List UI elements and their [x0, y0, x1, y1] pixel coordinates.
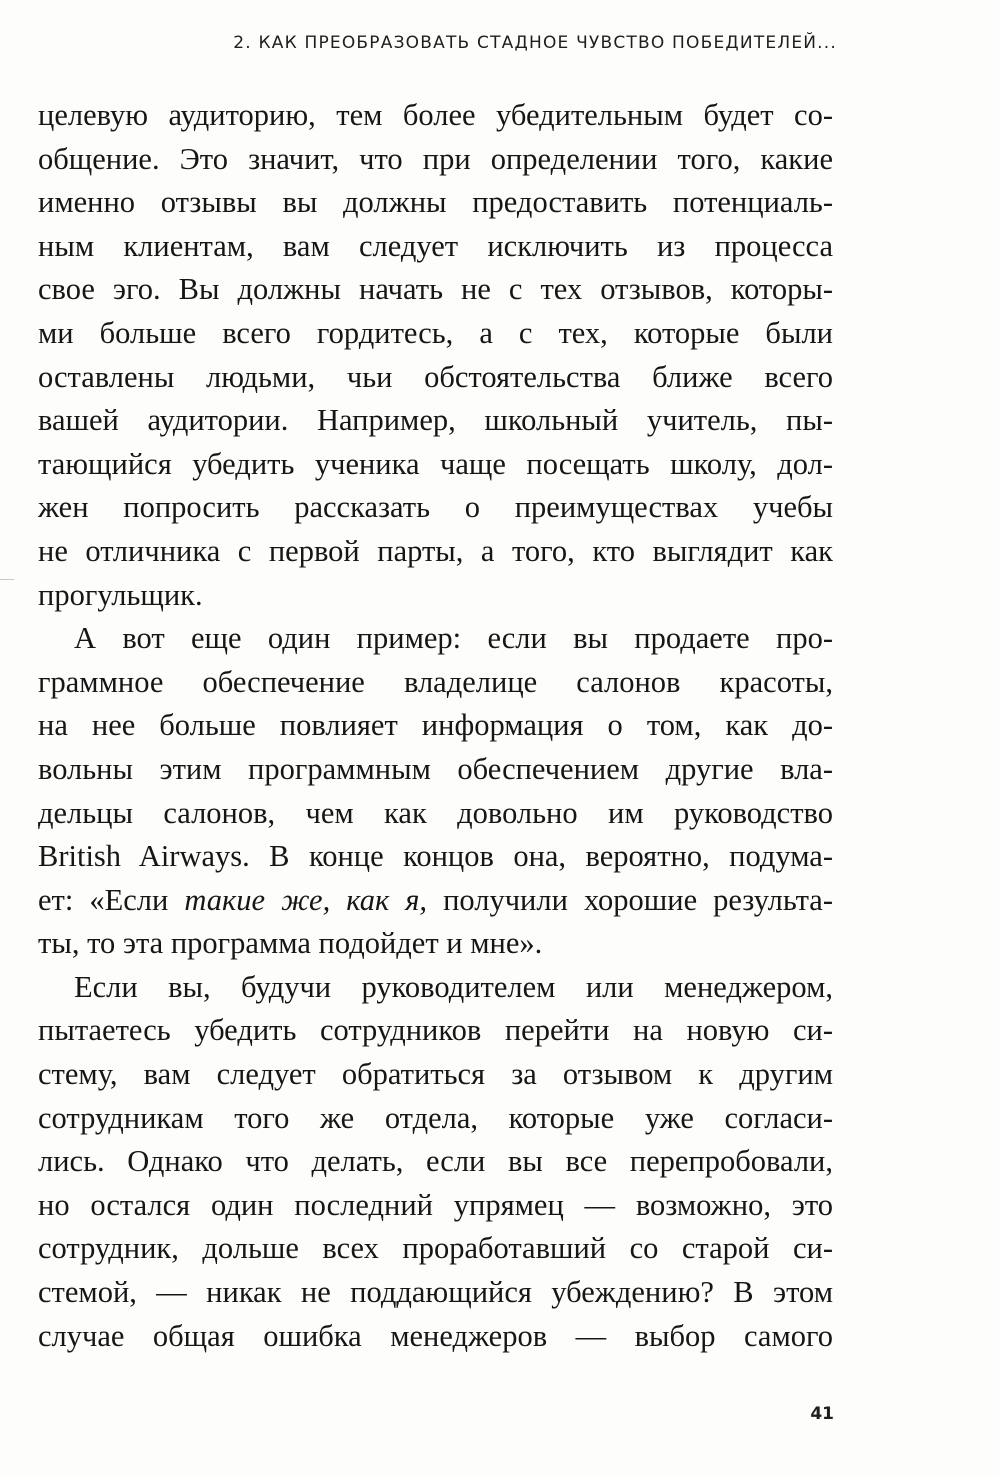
italic-phrase: такие же, как я,	[184, 882, 428, 917]
text-line: А вот еще один пример: если вы продаете про-	[74, 621, 833, 656]
text-line: ным клиентам, вам следует исключить из процесса	[38, 228, 833, 263]
text-line: на нее больше повлияет информация о том, как до-	[38, 708, 833, 743]
text-line: вольны этим программным обеспечением другие вла-	[38, 751, 833, 786]
text-line: дельцы салонов, чем как довольно им руководство	[38, 795, 833, 830]
scan-margin-mark	[0, 579, 14, 580]
text-line: стему, вам следует обратиться за отзывом к другим	[38, 1057, 833, 1092]
text-line: British Airways. В конце концов она, вероятно, подума-	[38, 839, 833, 874]
text-line: оставлены людьми, чьи обстоятельства ближе всего	[38, 359, 833, 394]
text-line: ты, то эта программа подойдет и мне».	[38, 926, 543, 961]
text-line: сотрудник, дольше всех проработавший со старой си-	[38, 1231, 833, 1266]
text-line-with-italic	[38, 879, 833, 923]
text-line: целевую аудиторию, тем более убедительным будет со-	[38, 98, 833, 132]
body-text	[38, 94, 833, 1358]
text-line: лись. Однако что делать, если вы все перепробовали,	[38, 1144, 833, 1179]
text-line: но остался один последний упрямец — возможно, это	[38, 1187, 833, 1222]
text-line: ми больше всего гордитесь, а с тех, которые были	[38, 315, 833, 350]
text-line: прогульщик.	[38, 577, 203, 612]
text-line: стемой, — никак не поддающийся убеждению? В этом	[38, 1275, 833, 1310]
text-line: Если вы, будучи руководителем или менеджером,	[74, 969, 833, 1004]
text-line: вашей аудитории. Например, школьный учитель, пы-	[38, 403, 833, 438]
text-line: жен попросить рассказать о преимуществах учебы	[38, 490, 833, 525]
text-line: граммное обеспечение владелице салонов красоты,	[38, 664, 833, 699]
running-head: 2. КАК ПРЕОБРАЗОВАТЬ СТАДНОЕ ЧУВСТВО ПОБЕДИТЕЛЕЙ...	[233, 33, 837, 53]
text-line: общение. Это значит, что при определении того, какие	[38, 141, 833, 176]
text-line: сотрудникам того же отдела, которые уже согласи-	[38, 1100, 833, 1135]
text-segment: ет: «Если	[38, 882, 185, 917]
text-line: тающийся убедить ученика чаще посещать школу, дол-	[38, 446, 833, 481]
text-line: случае общая ошибка менеджеров — выбор самого	[38, 1318, 833, 1353]
text-line: именно отзывы вы должны предоставить потенциаль-	[38, 185, 833, 220]
text-line: не отличника с первой парты, а того, кто выглядит как	[38, 533, 833, 568]
page-number: 41	[810, 1404, 834, 1424]
text-segment: получили хорошие результа-	[427, 882, 833, 917]
text-line: свое эго. Вы должны начать не с тех отзывов, которы-	[38, 272, 833, 307]
text-line: пытаетесь убедить сотрудников перейти на новую си-	[38, 1013, 833, 1048]
